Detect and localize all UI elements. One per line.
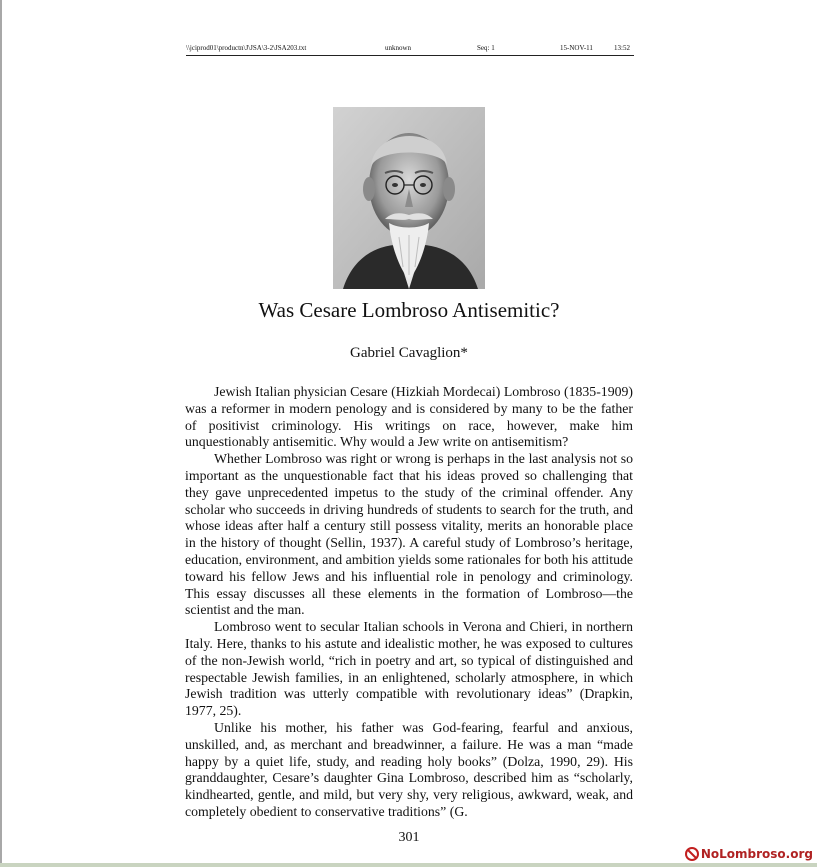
- running-header: [186, 43, 634, 56]
- header-date: 15-NOV-11: [560, 44, 593, 52]
- watermark-logo: [685, 846, 813, 862]
- header-sequence: Seq: 1: [477, 44, 495, 52]
- article-body: [185, 384, 633, 821]
- body-paragraph-1: Jewish Italian physician Cesare (Hizkiah Mordecai) Lombroso (1835-1909) was a reformer in modern penology and is considered by many to be the father of positivist criminology. His writings on race, however, make him unquestionably antisemitic. Why would a Jew write on antisemitism?: [185, 384, 633, 450]
- header-time: 13:52: [614, 44, 630, 52]
- body-paragraph-4: Unlike his mother, his father was God-fearing, fearful and anxious, unskilled, and, as merchant and breadwinner, a failure. He was a man “made happy by a quiet life, study, and reading holy books” (Dolza, 1990, 29). His granddaughter, Cesare’s daughter Gina Lombroso, described him as “scholarly, kindhearted, gentle, and mild, but very shy, very religious, awkward, weak, and completely obedient to conservative traditions” (G.: [185, 719, 633, 819]
- no-sign-icon: [685, 847, 699, 861]
- author-portrait: [333, 107, 485, 289]
- body-paragraph-3: Lombroso went to secular Italian schools in Verona and Chieri, in northern Italy. Here, thanks to his astute and idealistic mother, he was exposed to cultures of the non-Jewish world, “rich in poetry and art, so typical of distinguished and respectable Jewish families, in an enlightened, scholarly atmosphere, in which Jewish tradition was utterly compatible with revolutionary ideas” (Drapkin, 1977, 25).: [185, 619, 633, 719]
- watermark-text: NoLombroso.org: [700, 847, 813, 861]
- body-paragraph-2: Whether Lombroso was right or wrong is perhaps in the last analysis not so important as the unquestionable fact that his ideas proved so challenging that they gave unprecedented impetus to the study of the criminal offender. Any scholar who succeeds in driving hundreds of students to search for the truth, and whose ideas after half a century still possess vitality, merits an honorable place in the history of thought (Sellin, 1937). A careful study of Lombroso’s heritage, education, environment, and ambition yields some rationales for both his attitude toward his fellow Jews and his influential role in penology and criminology. This essay discusses all these elements in the formation of Lombroso—the scientist and the man.: [185, 451, 633, 618]
- page-number: 301: [398, 830, 420, 845]
- header-status: unknown: [385, 44, 412, 52]
- article-author: Gabriel Cavaglion*: [350, 345, 468, 361]
- header-file-path: \\jciprod01\productn\J\JSA\3-2\JSA203.txt: [186, 44, 307, 52]
- article-title: Was Cesare Lombroso Antisemitic?: [258, 298, 560, 322]
- page-bottom-edge: [0, 863, 817, 867]
- page-left-edge: [0, 0, 2, 867]
